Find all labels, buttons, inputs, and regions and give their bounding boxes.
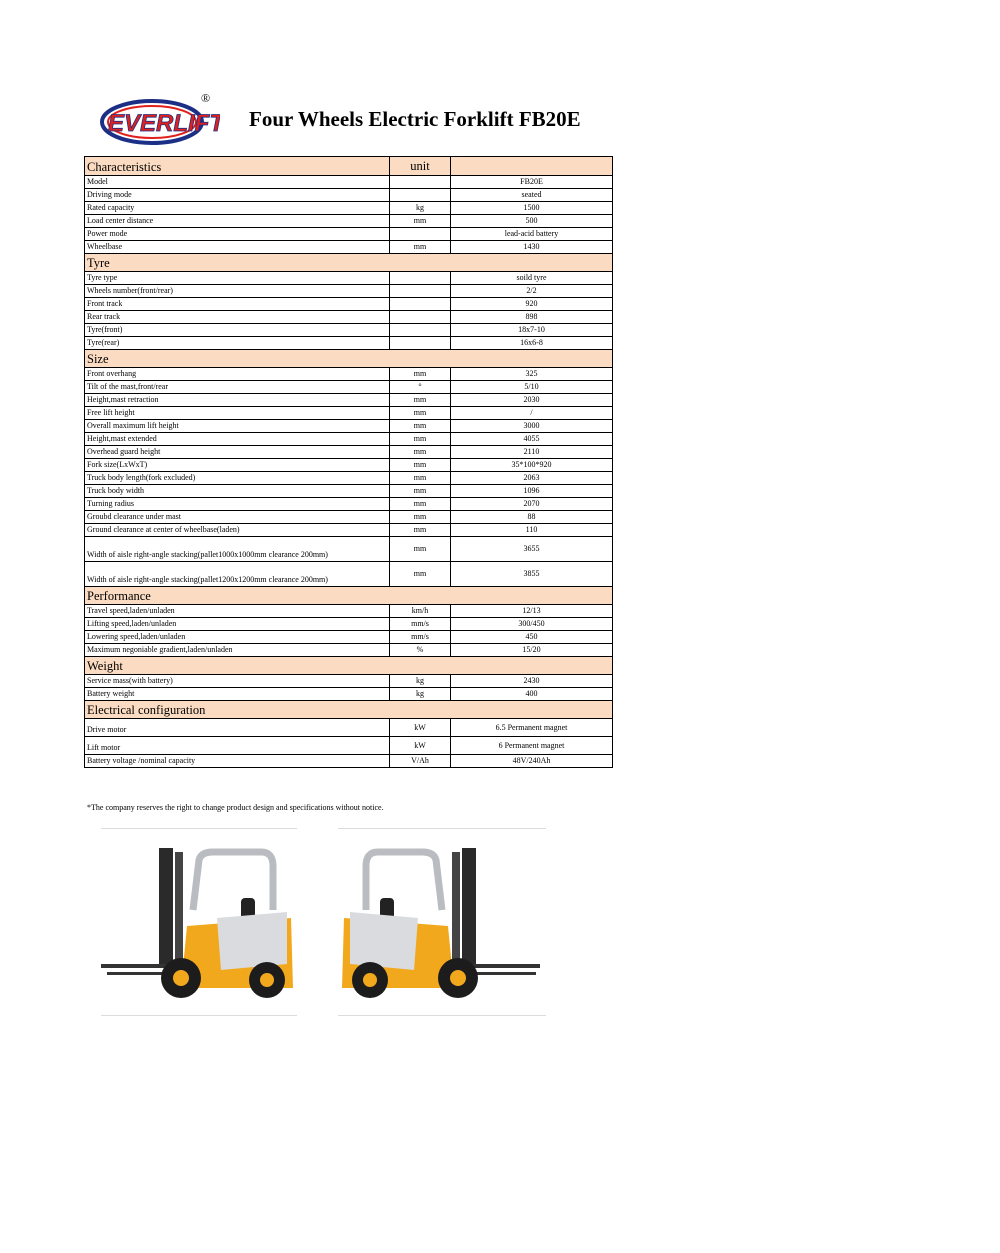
row-label: Turning radius xyxy=(85,498,390,511)
row-unit: V/Ah xyxy=(390,755,451,768)
row-value: 1096 xyxy=(451,485,613,498)
row-value: 6.5 Permanent magnet xyxy=(451,719,613,737)
characteristics-header: Characteristics xyxy=(85,157,390,176)
row-unit xyxy=(390,324,451,337)
table-header-row xyxy=(85,157,613,176)
table-row xyxy=(85,605,613,618)
table-row xyxy=(85,472,613,485)
table-row xyxy=(85,337,613,350)
row-unit xyxy=(390,337,451,350)
row-unit: mm xyxy=(390,472,451,485)
row-value: / xyxy=(451,407,613,420)
row-unit: kW xyxy=(390,719,451,737)
row-value: 898 xyxy=(451,311,613,324)
row-label: Width of aisle right-angle stacking(pallet1000x1000mm clearance 200mm) xyxy=(85,537,390,562)
row-value: 48V/240Ah xyxy=(451,755,613,768)
row-label: Tyre(rear) xyxy=(85,337,390,350)
row-unit: mm xyxy=(390,368,451,381)
section-title: Tyre xyxy=(85,254,613,272)
row-label: Rated capacity xyxy=(85,202,390,215)
row-unit xyxy=(390,189,451,202)
section-title: Performance xyxy=(85,587,613,605)
row-value: 110 xyxy=(451,524,613,537)
table-row xyxy=(85,241,613,254)
row-label: Load center distance xyxy=(85,215,390,228)
row-value: 6 Permanent magnet xyxy=(451,737,613,755)
row-unit: % xyxy=(390,644,451,657)
row-value: 18x7-10 xyxy=(451,324,613,337)
row-value: 12/13 xyxy=(451,605,613,618)
row-unit: kg xyxy=(390,688,451,701)
row-unit: mm xyxy=(390,433,451,446)
value-header xyxy=(451,157,613,176)
row-value: FB20E xyxy=(451,176,613,189)
row-value: 3000 xyxy=(451,420,613,433)
row-label: Front track xyxy=(85,298,390,311)
row-label: Tilt of the mast,front/rear xyxy=(85,381,390,394)
row-value: 16x6-8 xyxy=(451,337,613,350)
section-title: Electrical configuration xyxy=(85,701,613,719)
row-label: Truck body length(fork excluded) xyxy=(85,472,390,485)
row-label: Truck body width xyxy=(85,485,390,498)
table-row xyxy=(85,189,613,202)
table-row xyxy=(85,524,613,537)
row-label: Travel speed,laden/unladen xyxy=(85,605,390,618)
row-unit xyxy=(390,298,451,311)
row-label: Wheels number(front/rear) xyxy=(85,285,390,298)
row-unit xyxy=(390,285,451,298)
table-row xyxy=(85,485,613,498)
row-unit: mm/s xyxy=(390,631,451,644)
row-unit: kW xyxy=(390,737,451,755)
row-value: 2070 xyxy=(451,498,613,511)
row-label: Driving mode xyxy=(85,189,390,202)
unit-header: unit xyxy=(390,157,451,176)
section-header-row xyxy=(85,350,613,368)
table-row xyxy=(85,433,613,446)
table-row xyxy=(85,618,613,631)
row-value: 400 xyxy=(451,688,613,701)
section-title: Size xyxy=(85,350,613,368)
row-value: 3855 xyxy=(451,562,613,587)
row-unit: mm xyxy=(390,446,451,459)
row-value: 1500 xyxy=(451,202,613,215)
row-label: Model xyxy=(85,176,390,189)
row-label: Maximum negoniable gradient,laden/unladen xyxy=(85,644,390,657)
row-unit: mm xyxy=(390,394,451,407)
row-label: Height,mast extended xyxy=(85,433,390,446)
table-row xyxy=(85,562,613,587)
row-unit: km/h xyxy=(390,605,451,618)
row-value: 5/10 xyxy=(451,381,613,394)
row-label: Width of aisle right-angle stacking(pallet1200x1200mm clearance 200mm) xyxy=(85,562,390,587)
table-row xyxy=(85,755,613,768)
row-label: Lowering speed,laden/unladen xyxy=(85,631,390,644)
table-row xyxy=(85,498,613,511)
table-row xyxy=(85,381,613,394)
row-unit: mm xyxy=(390,485,451,498)
row-value: 2/2 xyxy=(451,285,613,298)
row-label: Groubd clearance under mast xyxy=(85,511,390,524)
section-title: Weight xyxy=(85,657,613,675)
table-row xyxy=(85,202,613,215)
row-label: Ground clearance at center of wheelbase(laden) xyxy=(85,524,390,537)
row-unit: mm xyxy=(390,524,451,537)
row-unit: mm xyxy=(390,498,451,511)
row-unit xyxy=(390,176,451,189)
row-unit: mm xyxy=(390,562,451,587)
row-unit xyxy=(390,228,451,241)
section-header-row xyxy=(85,657,613,675)
page-title: Four Wheels Electric Forklift FB20E xyxy=(249,107,581,131)
row-unit: mm xyxy=(390,537,451,562)
table-row xyxy=(85,272,613,285)
row-label: Overhead guard height xyxy=(85,446,390,459)
everlift-logo xyxy=(100,93,220,149)
row-unit: mm xyxy=(390,407,451,420)
row-value: 2063 xyxy=(451,472,613,485)
table-row xyxy=(85,285,613,298)
row-unit: mm/s xyxy=(390,618,451,631)
row-value: 2110 xyxy=(451,446,613,459)
row-label: Battery voltage /nominal capacity xyxy=(85,755,390,768)
section-header-row xyxy=(85,254,613,272)
row-value: 35*100*920 xyxy=(451,459,613,472)
table-row xyxy=(85,719,613,737)
row-unit: mm xyxy=(390,215,451,228)
spec-table xyxy=(84,156,613,768)
page-header xyxy=(100,93,620,149)
forklift-photo-left xyxy=(101,828,297,1016)
row-value: 88 xyxy=(451,511,613,524)
svg-text:EVERLIFT: EVERLIFT xyxy=(108,110,220,137)
row-label: Height,mast retraction xyxy=(85,394,390,407)
table-row xyxy=(85,644,613,657)
disclaimer-note: *The company reserves the right to change product design and specifications without notice. xyxy=(87,803,384,812)
table-row xyxy=(85,368,613,381)
row-value: 920 xyxy=(451,298,613,311)
table-row xyxy=(85,446,613,459)
table-row xyxy=(85,675,613,688)
table-row xyxy=(85,176,613,189)
table-row xyxy=(85,407,613,420)
table-row xyxy=(85,537,613,562)
row-unit xyxy=(390,311,451,324)
table-row xyxy=(85,420,613,433)
table-row xyxy=(85,311,613,324)
table-row xyxy=(85,215,613,228)
row-unit: kg xyxy=(390,675,451,688)
table-row xyxy=(85,688,613,701)
forklift-photo-right xyxy=(338,828,546,1016)
row-unit xyxy=(390,272,451,285)
table-row xyxy=(85,394,613,407)
row-unit: kg xyxy=(390,202,451,215)
row-value: 500 xyxy=(451,215,613,228)
row-label: Tyre(front) xyxy=(85,324,390,337)
row-unit: mm xyxy=(390,511,451,524)
row-unit: ° xyxy=(390,381,451,394)
row-unit: mm xyxy=(390,459,451,472)
row-label: Rear track xyxy=(85,311,390,324)
row-label: Overall maximum lift height xyxy=(85,420,390,433)
row-value: 4055 xyxy=(451,433,613,446)
table-row xyxy=(85,298,613,311)
row-value: 325 xyxy=(451,368,613,381)
row-label: Wheelbase xyxy=(85,241,390,254)
table-row xyxy=(85,511,613,524)
row-value: 15/20 xyxy=(451,644,613,657)
table-row xyxy=(85,228,613,241)
section-header-row xyxy=(85,701,613,719)
row-unit: mm xyxy=(390,241,451,254)
row-label: Power mode xyxy=(85,228,390,241)
row-label: Fork size(LxWxT) xyxy=(85,459,390,472)
row-label: Front overhang xyxy=(85,368,390,381)
row-value: lead-acid battery xyxy=(451,228,613,241)
row-value: 300/450 xyxy=(451,618,613,631)
table-row xyxy=(85,631,613,644)
table-row xyxy=(85,459,613,472)
row-label: Battery weight xyxy=(85,688,390,701)
row-label: Lift motor xyxy=(85,737,390,755)
registered-mark: ® xyxy=(201,91,211,105)
row-label: Free lift height xyxy=(85,407,390,420)
row-label: Service mass(with battery) xyxy=(85,675,390,688)
table-row xyxy=(85,737,613,755)
row-value: 2030 xyxy=(451,394,613,407)
row-value: seated xyxy=(451,189,613,202)
row-value: 2430 xyxy=(451,675,613,688)
row-label: Tyre type xyxy=(85,272,390,285)
row-value: 1430 xyxy=(451,241,613,254)
section-header-row xyxy=(85,587,613,605)
table-row xyxy=(85,324,613,337)
row-value: 3655 xyxy=(451,537,613,562)
row-value: 450 xyxy=(451,631,613,644)
row-label: Lifting speed,laden/unladen xyxy=(85,618,390,631)
row-label: Drive motor xyxy=(85,719,390,737)
row-unit: mm xyxy=(390,420,451,433)
row-value: soild tyre xyxy=(451,272,613,285)
